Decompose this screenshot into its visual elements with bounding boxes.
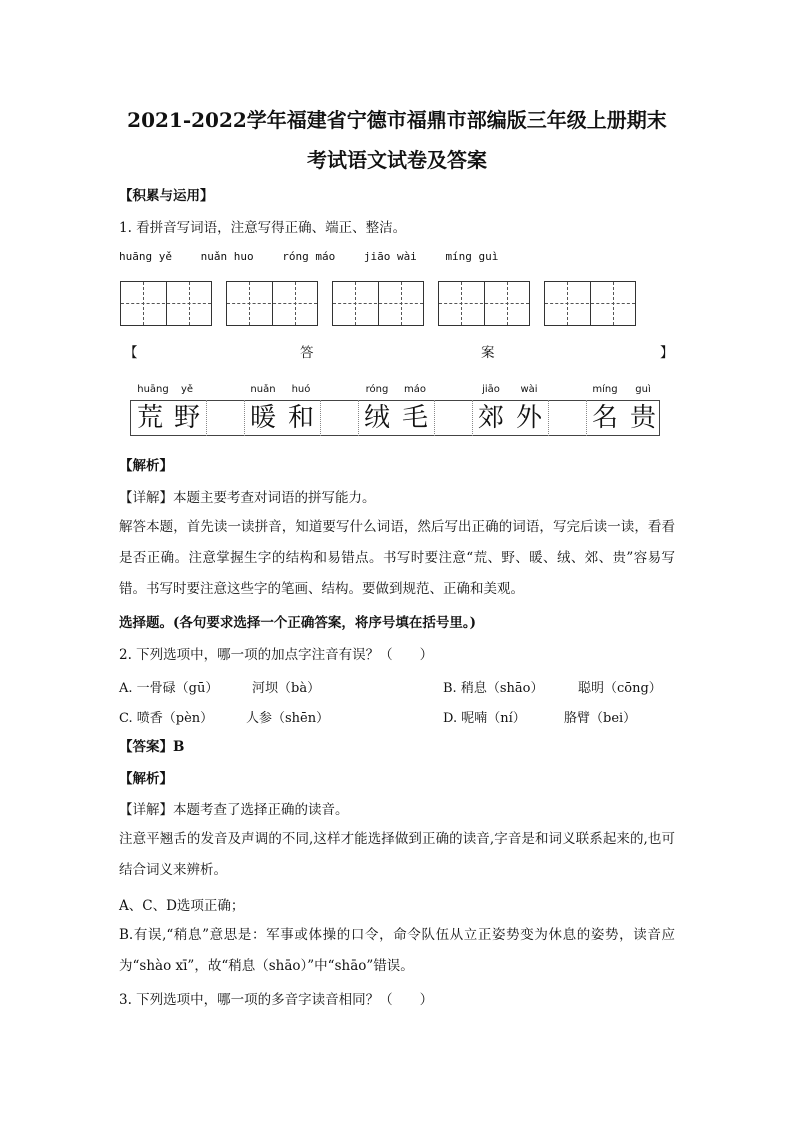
q2-explanation-2: B.有误,“稍息”意思是：军事或体操的口令，命令队伍从立正姿势变为休息的姿势，读音应为“shào xī”，故“稍息（shāo）”中“shāo”错误。 — [119, 927, 675, 974]
pinyin-item: huāng yě — [119, 250, 172, 263]
answer-char: 和 — [287, 403, 314, 433]
pinyin-item: míng guì — [445, 250, 499, 263]
answer-pinyin: jiāo — [482, 384, 500, 395]
answer-char: 暖 — [249, 403, 276, 433]
answer-char-b: 案 — [481, 345, 495, 361]
writing-grid[interactable] — [332, 281, 424, 326]
question-1-stem: 1. 看拼音写词语，注意写得正确、端正、整洁。 — [119, 220, 407, 236]
q2-explanation-1: 注意平翘舌的发音及声调的不同,这样才能选择做到正确的读音,字音是和词义联系起来的,也可结合词义来辨析。 — [119, 831, 675, 878]
option-a-1: A. 一骨碌（gū） — [119, 681, 219, 696]
q2-acd-correct: A、C、D选项正确； — [119, 898, 245, 914]
q1-analysis-label: 【解析】 — [119, 458, 173, 474]
pinyin-item: jiāo wài — [363, 250, 417, 263]
question-2-stem: 2. 下列选项中，哪一项的加点字注音有误？（ ） — [119, 647, 434, 663]
bracket-left: 【 — [124, 345, 138, 361]
answer-char: 野 — [173, 403, 200, 433]
answer-char: 荒 — [136, 403, 163, 433]
writing-grid[interactable] — [120, 281, 212, 326]
answer-pinyin: nuǎn — [250, 384, 276, 395]
q2-answer: 【答案】B — [119, 739, 185, 755]
answer-pinyin: róng — [365, 384, 389, 395]
answer-pinyin: yě — [180, 384, 194, 395]
writing-grid[interactable] — [544, 281, 636, 326]
answer-pinyin: huāng — [137, 384, 169, 395]
writing-grid[interactable] — [438, 281, 530, 326]
answer-pinyin: wài — [520, 384, 538, 395]
page-title-line2: 考试语文试卷及答案 — [307, 148, 487, 172]
answer-banner — [119, 341, 675, 361]
question-3-stem: 3. 下列选项中，哪一项的多音字读音相同？（ ） — [119, 992, 434, 1008]
option-d-1: D. 呢喃（ní） — [443, 711, 526, 726]
answer-char: 绒 — [363, 403, 390, 433]
q1-explanation: 解答本题，首先读一读拼音，知道要写什么词语，然后写出正确的词语，写完后读一读，看看是否正确。注意掌握生字的结构和易错点。书写时要注意“荒、野、暖、绒、郊、贵”容易写错。书写时要注意这些字的笔画、结构。要做到规范、正确和美观。 — [119, 519, 675, 597]
q1-detail: 【详解】本题主要考查对词语的拼写能力。 — [119, 490, 376, 506]
option-b-1: B. 稍息（shāo） — [443, 681, 544, 696]
answer-char: 贵 — [629, 403, 656, 433]
option-c-2: 人参（shēn） — [246, 711, 330, 726]
answer-pinyin: guì — [635, 384, 651, 395]
answer-strip — [130, 384, 660, 438]
bracket-right: 】 — [660, 345, 674, 361]
pinyin-item: róng máo — [282, 250, 336, 263]
option-b-2: 聪明（cōng） — [578, 681, 662, 696]
page-title-line1: 2021-2022学年福建省宁德市福鼎市部编版三年级上册期末 — [127, 108, 667, 132]
q2-analysis-label: 【解析】 — [119, 771, 173, 787]
answer-char: 外 — [515, 403, 542, 433]
option-c-1: C. 喷香（pèn） — [119, 711, 214, 726]
option-d-2: 胳臂（bei） — [564, 711, 637, 726]
answer-pinyin: míng — [592, 384, 618, 395]
answer-char: 毛 — [401, 403, 428, 433]
q2-detail: 【详解】本题考查了选择正确的读音。 — [119, 802, 349, 818]
writing-grid[interactable] — [226, 281, 318, 326]
section-heading: 【积累与运用】 — [119, 188, 214, 204]
option-a-2: 河坝（bà） — [252, 681, 321, 696]
answer-char: 郊 — [477, 403, 504, 433]
answer-char-a: 答 — [300, 345, 314, 361]
pinyin-item: nuǎn huo — [200, 250, 254, 263]
answer-pinyin: máo — [404, 384, 426, 395]
question-1-pinyin-row — [119, 250, 520, 263]
choice-section-header: 选择题。(各句要求选择一个正确答案，将序号填在括号里。) — [119, 615, 477, 631]
answer-char: 名 — [591, 403, 618, 433]
answer-pinyin: huó — [291, 384, 311, 395]
